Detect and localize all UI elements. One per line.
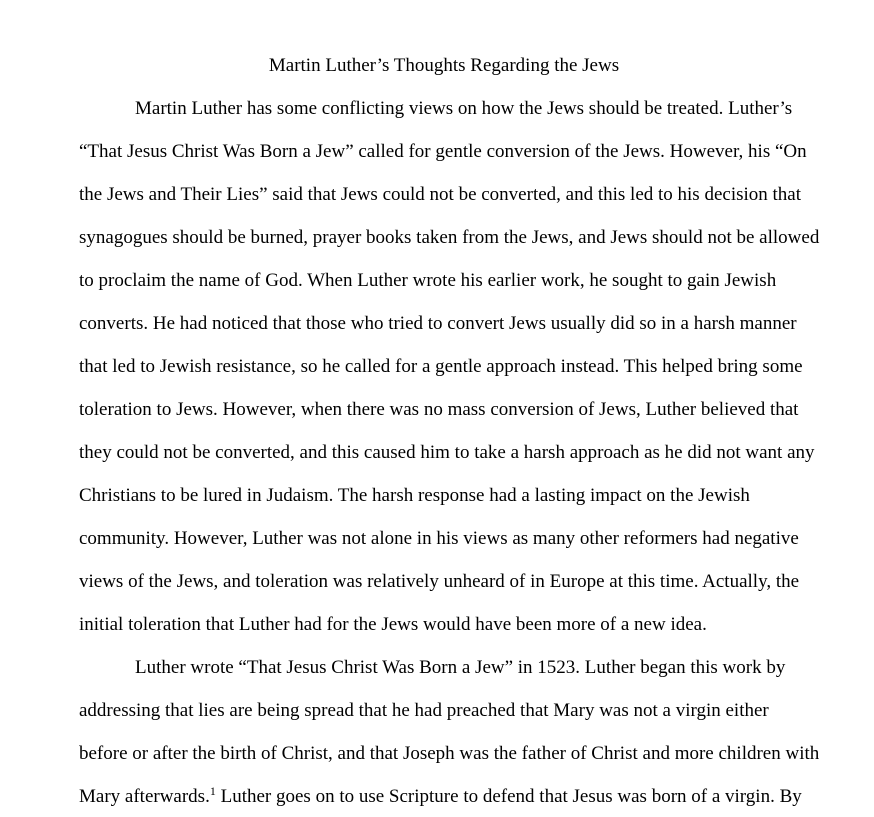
paragraph-2-line-2: addressing that lies are being spread that he had preached that Mary was not a virgin either xyxy=(79,700,769,721)
footnote-marker[interactable]: 1 xyxy=(209,784,216,798)
paragraph-1-line-11: community. However, Luther was not alone in his views as many other reformers had negative xyxy=(79,528,799,549)
paragraph-1-line-9: they could not be converted, and this caused him to take a harsh approach as he did not want any xyxy=(79,442,815,463)
paragraph-1-line-8: toleration to Jews. However, when there was no mass conversion of Jews, Luther believed that xyxy=(79,399,799,420)
paragraph-1-line-4: synagogues should be burned, prayer books taken from the Jews, and Jews should not be allowed xyxy=(79,227,820,248)
paragraph-1-line-3: the Jews and Their Lies” said that Jews could not be converted, and this led to his decision that xyxy=(79,184,802,205)
paragraph-1-line-12: views of the Jews, and toleration was relatively unheard of in Europe at this time. Actually, the xyxy=(79,571,800,592)
paragraph-1-line-10: Christians to be lured in Judaism. The harsh response had a lasting impact on the Jewish xyxy=(79,485,750,506)
last-line-text-end: Luther goes on to use Scripture to defend that Jesus was born of a virgin. By xyxy=(215,786,802,807)
paragraph-1-line-7: that led to Jewish resistance, so he called for a gentle approach instead. This helped bring some xyxy=(79,356,803,377)
document-title: Martin Luther’s Thoughts Regarding the Jews xyxy=(268,55,620,76)
paragraph-2-line-4 xyxy=(79,784,802,810)
paragraph-1-line-1: Martin Luther has some conflicting views on how the Jews should be treated. Luther’s xyxy=(135,98,793,119)
paragraph-1-line-6: converts. He had noticed that those who tried to convert Jews usually did so in a harsh manner xyxy=(79,313,797,334)
paragraph-1-line-2: “That Jesus Christ Was Born a Jew” called for gentle conversion of the Jews. However, his “On xyxy=(79,141,807,162)
last-line-text-start: Mary afterwards. xyxy=(79,786,210,807)
paragraph-1-line-13: initial toleration that Luther had for the Jews would have been more of a new idea. xyxy=(79,614,707,635)
paragraph-2-line-1: Luther wrote “That Jesus Christ Was Born a Jew” in 1523. Luther began this work by xyxy=(135,657,786,678)
paragraph-1-line-5: to proclaim the name of God. When Luther wrote his earlier work, he sought to gain Jewish xyxy=(79,270,777,291)
paragraph-2-line-3: before or after the birth of Christ, and that Joseph was the father of Christ and more children with xyxy=(79,743,820,764)
